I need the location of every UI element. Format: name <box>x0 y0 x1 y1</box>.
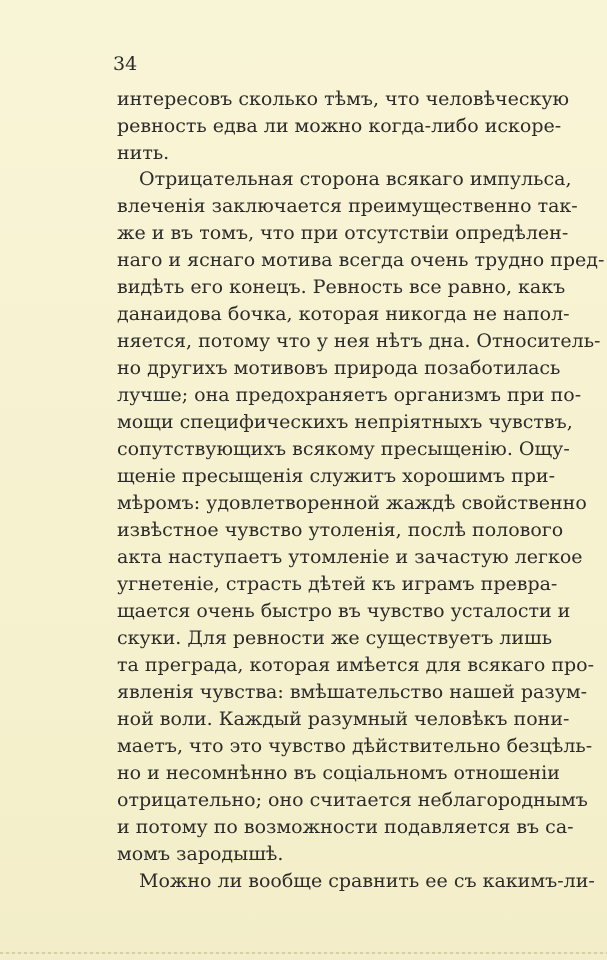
text-line: момъ зародышѣ. <box>117 843 284 865</box>
text-line: скуки. Для ревности же существуетъ лишь <box>117 627 553 649</box>
text-line: данаидова бочка, которая никогда не напол- <box>117 303 570 325</box>
paragraph-start-line: Отрицательная сторона всякаго импульса, <box>139 168 572 190</box>
text-line: видѣть его конецъ. Ревность все равно, какъ <box>117 276 566 298</box>
text-line: и потому по возможности подавляется въ са- <box>117 816 574 838</box>
paragraph-start-line: Можно ли вообще сравнить ее съ какимъ-ли- <box>139 870 595 892</box>
text-line: ревность едва ли можно когда-либо искоре- <box>117 115 562 137</box>
text-line: извѣстное чувство утоленія, послѣ полового <box>117 519 564 541</box>
text-line: но и несомнѣнно въ соціальномъ отношеніи <box>117 762 560 784</box>
text-line: лучше; она предохраняетъ организмъ при по- <box>117 384 582 406</box>
text-line: явленія чувства: вмѣшательство нашей разум- <box>117 681 588 703</box>
text-line: отрицательно; оно считается неблагороднымъ <box>117 789 588 811</box>
text-line: влеченія заключается преимущественно так- <box>117 195 578 217</box>
text-line: угнетеніе, страсть дѣтей къ играмъ превра- <box>117 573 558 595</box>
text-line: же и въ томъ, что при отсутствіи опредѣлен- <box>117 222 569 244</box>
text-line: маетъ, что это чувство дѣйствительно безцѣль- <box>117 735 593 757</box>
text-line: сопутствующихъ всякому пресыщенію. Ощу- <box>117 438 570 460</box>
text-line: щеніе пресыщенія служитъ хорошимъ при- <box>117 465 556 487</box>
text-line: наго и яснаго мотива всегда очень трудно пред- <box>117 249 605 271</box>
text-line: но другихъ мотивовъ природа позаботилась <box>117 357 561 379</box>
text-line: та преграда, которая имѣется для всякаго про- <box>117 654 595 676</box>
text-line: мѣромъ: удовлетворенной жаждѣ свойственно <box>117 492 587 514</box>
text-line: интересовъ сколько тѣмъ, что человѣческую <box>117 88 570 110</box>
text-line: щается очень быстро въ чувство усталости и <box>117 600 571 622</box>
text-line: няется, потому что у нея нѣтъ дна. Относитель- <box>117 330 601 352</box>
text-line: акта наступаетъ утомленіе и зачастую легкое <box>117 546 583 568</box>
page-bottom-edge <box>0 952 607 954</box>
text-line: мощи специфическихъ непріятныхъ чувствъ, <box>117 411 573 433</box>
page-number: 34 <box>113 53 138 75</box>
text-line: ной воли. Каждый разумный человѣкъ пони- <box>117 708 570 730</box>
text-line: нить. <box>117 142 170 164</box>
